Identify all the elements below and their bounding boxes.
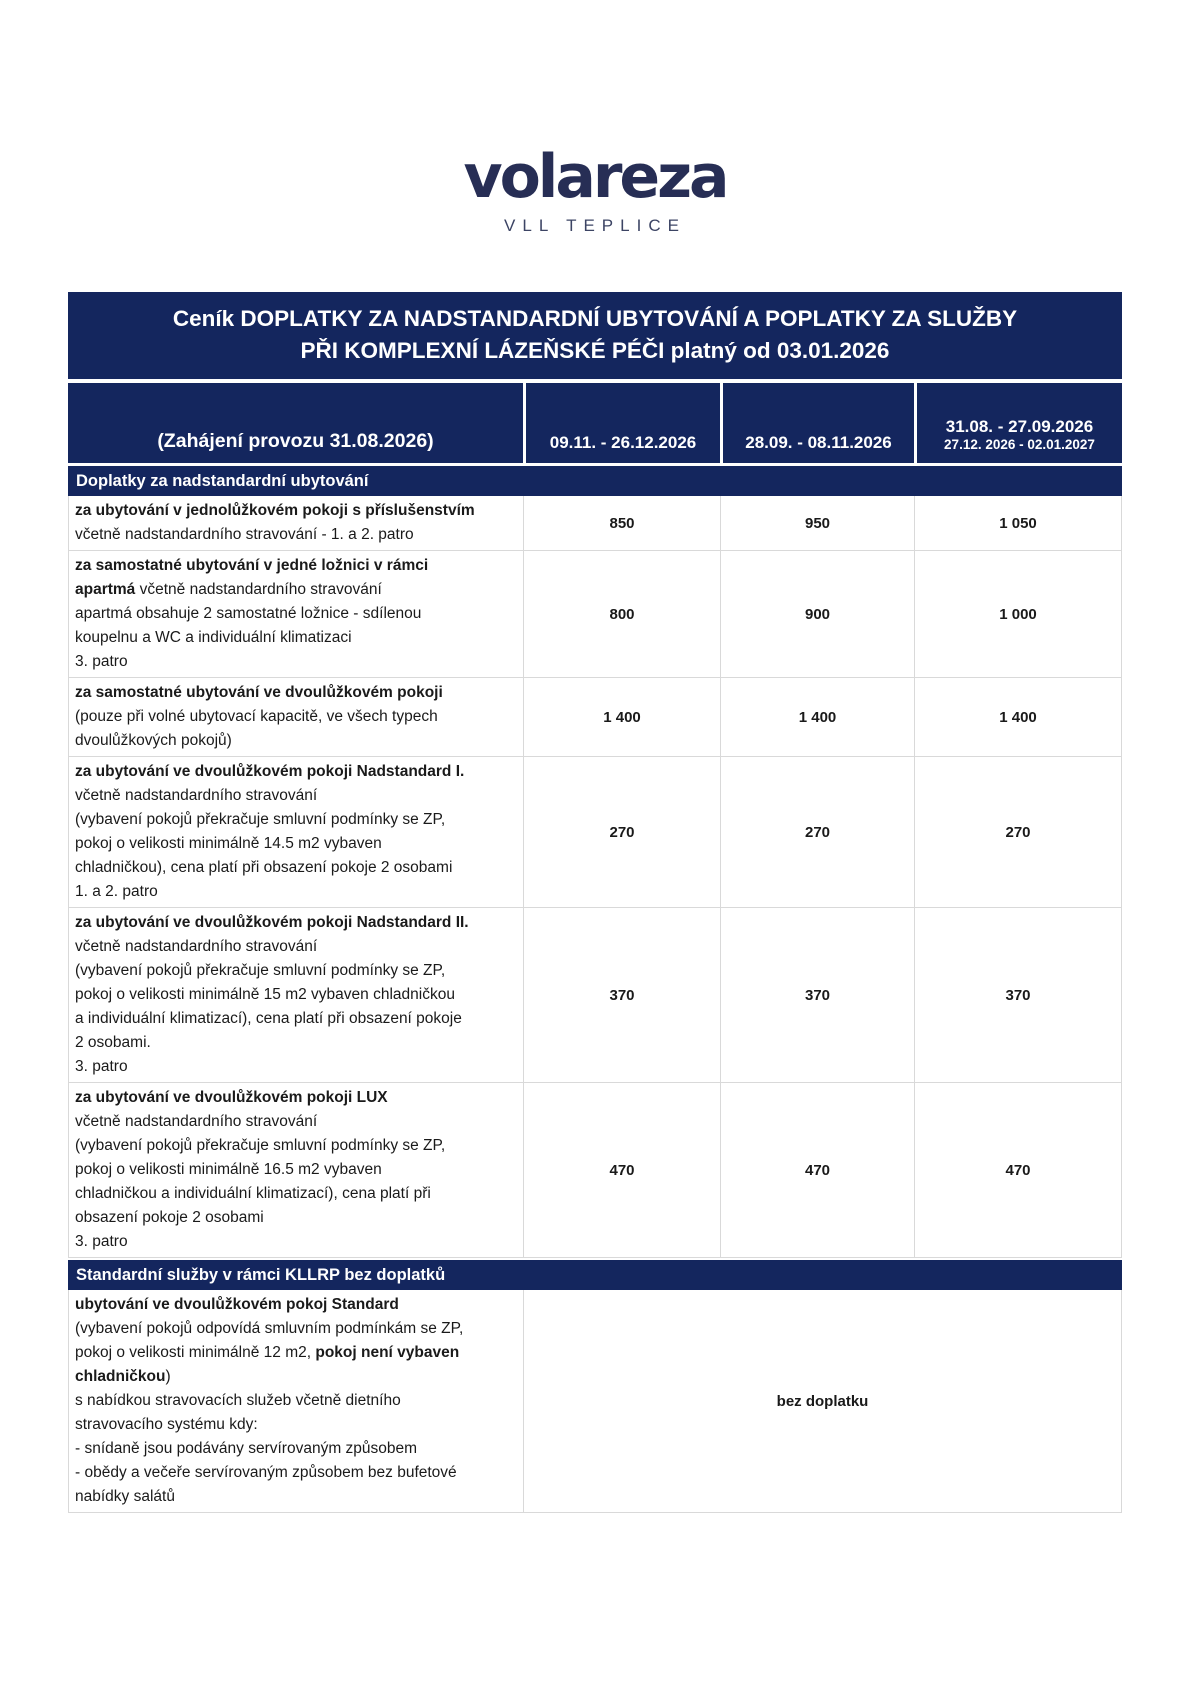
description-line bbox=[75, 1317, 515, 1341]
description-text-bold: za samostatné ubytování ve dvoulůžkovém pokoji bbox=[75, 684, 443, 701]
description-text: koupelnu a WC a individuální klimatizaci bbox=[75, 629, 352, 646]
description-text: (vybavení pokojů odpovídá smluvním podmínkám se ZP, bbox=[75, 1320, 464, 1337]
description-line bbox=[75, 1055, 515, 1079]
table-row bbox=[69, 1083, 1121, 1257]
description-line bbox=[75, 1461, 515, 1485]
row-description bbox=[69, 678, 523, 756]
description-line bbox=[75, 911, 515, 935]
row-description bbox=[69, 551, 523, 677]
description-line bbox=[75, 1031, 515, 1055]
description-line bbox=[75, 1365, 515, 1389]
table-row bbox=[69, 496, 1121, 551]
description-line bbox=[75, 499, 515, 523]
description-line bbox=[75, 1086, 515, 1110]
table-row bbox=[69, 757, 1121, 908]
description-text: pokoj o velikosti minimálně 14.5 m2 vybaven bbox=[75, 835, 382, 852]
description-text: 1. a 2. patro bbox=[75, 883, 158, 900]
price-cell: 1 400 bbox=[720, 678, 914, 756]
section-rows bbox=[68, 496, 1122, 1258]
description-text: - obědy a večeře servírovaným způsobem bez bufetové bbox=[75, 1464, 457, 1481]
price-table bbox=[68, 292, 1122, 1513]
price-cell: 270 bbox=[523, 757, 720, 907]
description-line bbox=[75, 1182, 515, 1206]
description-text: ) bbox=[165, 1368, 171, 1385]
description-line bbox=[75, 1110, 515, 1134]
price-cell: 900 bbox=[720, 551, 914, 677]
description-line bbox=[75, 1206, 515, 1230]
description-line bbox=[75, 729, 515, 753]
price-cell: 270 bbox=[720, 757, 914, 907]
description-text: 3. patro bbox=[75, 1058, 128, 1075]
description-line bbox=[75, 983, 515, 1007]
row-description bbox=[69, 908, 523, 1082]
description-text-bold: chladničkou bbox=[75, 1368, 166, 1385]
price-cell: 370 bbox=[523, 908, 720, 1082]
description-line bbox=[75, 578, 515, 602]
description-text: 3. patro bbox=[75, 1233, 128, 1250]
description-text: stravovacího systému kdy: bbox=[75, 1416, 258, 1433]
table-header-row bbox=[68, 383, 1122, 463]
description-text: 2 osobami. bbox=[75, 1034, 151, 1051]
row-description bbox=[69, 757, 523, 907]
description-line bbox=[75, 856, 515, 880]
column-header-description: (Zahájení provozu 31.08.2026) bbox=[68, 383, 523, 463]
description-text-bold: apartmá bbox=[75, 581, 136, 598]
description-text-bold: za ubytování ve dvoulůžkovém pokoji LUX bbox=[75, 1089, 388, 1106]
row-description bbox=[69, 1083, 523, 1257]
price-cell: 1 000 bbox=[914, 551, 1121, 677]
price-cell: 370 bbox=[914, 908, 1121, 1082]
description-text: včetně nadstandardního stravování bbox=[75, 1113, 318, 1130]
description-text-bold: za ubytování ve dvoulůžkovém pokoji Nadstandard II. bbox=[75, 914, 469, 931]
column-header-season-3-line-1: 31.08. - 27.09.2026 bbox=[945, 417, 1094, 436]
description-text: včetně nadstandardního stravování bbox=[135, 581, 382, 598]
description-line bbox=[75, 1158, 515, 1182]
description-line bbox=[75, 1230, 515, 1254]
description-line bbox=[75, 1389, 515, 1413]
description-line bbox=[75, 650, 515, 674]
price-cell: 370 bbox=[720, 908, 914, 1082]
table-row bbox=[69, 678, 1121, 757]
description-text: a individuální klimatizací), cena platí při obsazení pokoje bbox=[75, 1010, 462, 1027]
description-line bbox=[75, 1437, 515, 1461]
description-line bbox=[75, 784, 515, 808]
price-cell: 1 400 bbox=[914, 678, 1121, 756]
description-line bbox=[75, 705, 515, 729]
price-cell: 470 bbox=[720, 1083, 914, 1257]
description-line bbox=[75, 1293, 515, 1317]
description-text: 3. patro bbox=[75, 653, 128, 670]
price-cell: 470 bbox=[914, 1083, 1121, 1257]
description-line bbox=[75, 959, 515, 983]
price-cell: 950 bbox=[720, 496, 914, 550]
description-text-bold: za samostatné ubytování v jedné ložnici v rámci bbox=[75, 557, 429, 574]
logo-block bbox=[0, 142, 1190, 236]
description-line bbox=[75, 832, 515, 856]
description-text-bold: ubytování ve dvoulůžkovém pokoj Standard bbox=[75, 1296, 399, 1313]
description-line bbox=[75, 554, 515, 578]
description-text: (vybavení pokojů překračuje smluvní podmínky se ZP, bbox=[75, 1137, 446, 1154]
description-line bbox=[75, 808, 515, 832]
description-text: (vybavení pokojů překračuje smluvní podmínky se ZP, bbox=[75, 962, 446, 979]
description-line bbox=[75, 523, 515, 547]
description-line bbox=[75, 1007, 515, 1031]
description-line bbox=[75, 626, 515, 650]
column-header-season-2: 28.09. - 08.11.2026 bbox=[720, 383, 914, 463]
description-line bbox=[75, 681, 515, 705]
description-line bbox=[75, 935, 515, 959]
description-line bbox=[75, 1134, 515, 1158]
page-title-line-1: Ceník DOPLATKY ZA NADSTANDARDNÍ UBYTOVÁNÍ A POPLATKY ZA SLUŽBY bbox=[172, 306, 1018, 331]
description-text: včetně nadstandardního stravování bbox=[75, 787, 318, 804]
price-cell: 850 bbox=[523, 496, 720, 550]
page-title-line-2: PŘI KOMPLEXNÍ LÁZEŇSKÉ PÉČI platný od 03.01.2026 bbox=[300, 338, 890, 363]
description-text: včetně nadstandardního stravování - 1. a 2. patro bbox=[75, 526, 414, 543]
description-text: pokoj o velikosti minimálně 12 m2, bbox=[75, 1344, 316, 1361]
table-row bbox=[69, 551, 1121, 678]
section-header: Standardní služby v rámci KLLRP bez doplatků bbox=[68, 1260, 1122, 1290]
column-header-season-1: 09.11. - 26.12.2026 bbox=[523, 383, 720, 463]
section-rows bbox=[68, 1290, 1122, 1513]
row-description bbox=[69, 496, 523, 550]
price-cell: 800 bbox=[523, 551, 720, 677]
section-header: Doplatky za nadstandardní ubytování bbox=[68, 466, 1122, 496]
description-text: pokoj o velikosti minimálně 16.5 m2 vybaven bbox=[75, 1161, 382, 1178]
description-text: (vybavení pokojů překračuje smluvní podmínky se ZP, bbox=[75, 811, 446, 828]
table-row bbox=[69, 908, 1121, 1083]
description-text: chladničkou), cena platí při obsazení pokoje 2 osobami bbox=[75, 859, 453, 876]
price-cell: 1 400 bbox=[523, 678, 720, 756]
description-text-bold: pokoj není vybaven bbox=[315, 1344, 460, 1361]
description-line bbox=[75, 602, 515, 626]
description-text: (pouze při volné ubytovací kapacitě, ve všech typech bbox=[75, 708, 438, 725]
column-header-season-3 bbox=[914, 383, 1122, 463]
column-header-season-3-line-2: 27.12. 2026 - 02.01.2027 bbox=[944, 437, 1095, 452]
description-text: včetně nadstandardního stravování bbox=[75, 938, 318, 955]
description-text-bold: za ubytování v jednolůžkovém pokoji s příslušenstvím bbox=[75, 502, 475, 519]
description-text: obsazení pokoje 2 osobami bbox=[75, 1209, 264, 1226]
description-text-bold: za ubytování ve dvoulůžkovém pokoji Nadstandard I. bbox=[75, 763, 465, 780]
description-text: chladničkou a individuální klimatizací), cena platí při bbox=[75, 1185, 431, 1202]
description-line bbox=[75, 880, 515, 904]
price-cell-merged: bez doplatku bbox=[523, 1290, 1121, 1512]
description-line bbox=[75, 760, 515, 784]
page-title bbox=[68, 292, 1122, 379]
price-cell: 270 bbox=[914, 757, 1121, 907]
volareza-logo: volareza bbox=[463, 142, 727, 212]
table-row bbox=[69, 1290, 1121, 1512]
description-line bbox=[75, 1341, 515, 1365]
description-text: s nabídkou stravovacích služeb včetně dietního bbox=[75, 1392, 401, 1409]
price-cell: 1 050 bbox=[914, 496, 1121, 550]
description-line bbox=[75, 1485, 515, 1509]
logo-subtitle: VLL TEPLICE bbox=[504, 216, 686, 235]
row-description bbox=[69, 1290, 523, 1512]
price-cell: 470 bbox=[523, 1083, 720, 1257]
description-text: apartmá obsahuje 2 samostatné ložnice - sdílenou bbox=[75, 605, 422, 622]
description-text: nabídky salátů bbox=[75, 1488, 175, 1505]
description-line bbox=[75, 1413, 515, 1437]
description-text: - snídaně jsou podávány servírovaným způsobem bbox=[75, 1440, 418, 1457]
table-body bbox=[68, 466, 1122, 1513]
description-text: pokoj o velikosti minimálně 15 m2 vybaven chladničkou bbox=[75, 986, 455, 1003]
description-text: dvoulůžkových pokojů) bbox=[75, 732, 232, 749]
